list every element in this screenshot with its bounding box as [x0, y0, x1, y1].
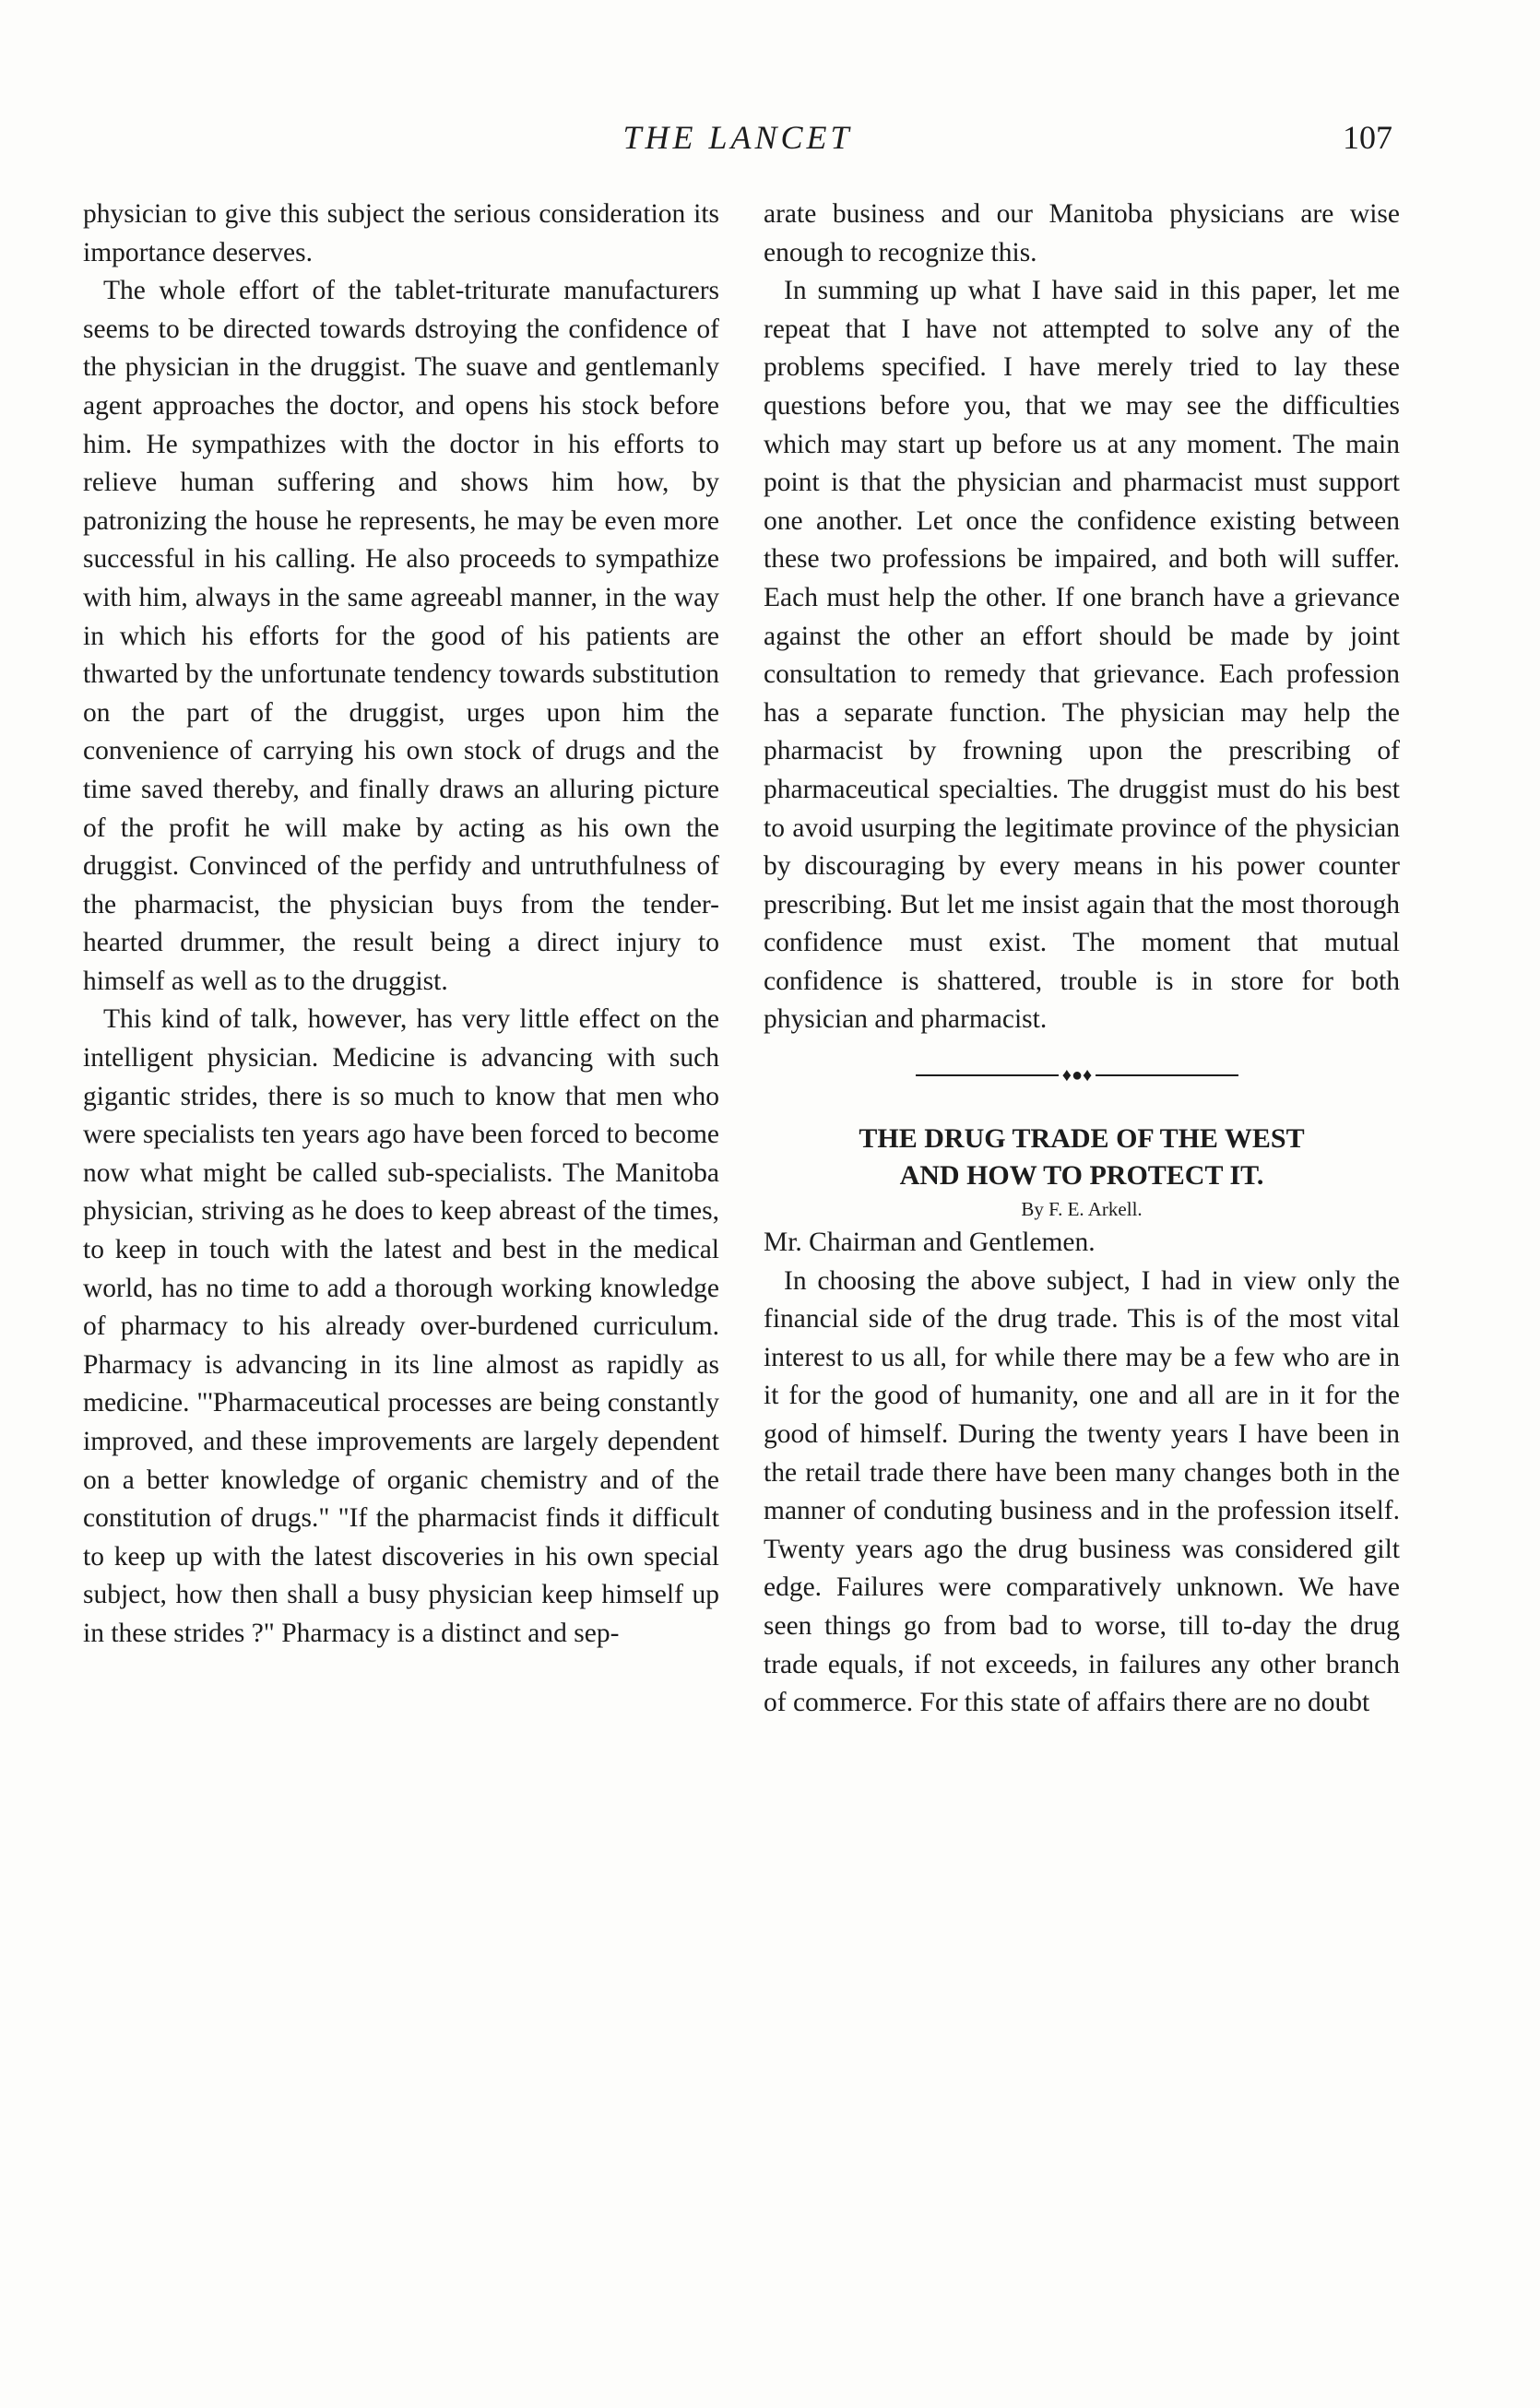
- left-column: [83, 196, 719, 1654]
- journal-title: THE LANCET: [622, 119, 853, 156]
- article-title-line-2: AND HOW TO PROTECT IT.: [899, 1160, 1264, 1192]
- paragraph: arate business and our Manitoba physicians are wise enough to recognize this.: [764, 199, 1400, 267]
- right-column: [764, 196, 1400, 1723]
- article-byline: By F. E. Arkell.: [1021, 1198, 1143, 1221]
- divider-ornament-icon: ♦●♦: [1059, 1067, 1096, 1084]
- paragraph: physician to give this subject the serious consideration its importance deserves.: [83, 199, 719, 267]
- article-salutation: Mr. Chairman and Gentlemen.: [764, 1228, 1096, 1258]
- page-number: 107: [1343, 119, 1392, 156]
- article-title: [764, 1121, 1400, 1194]
- running-head: [83, 118, 1392, 164]
- article-title-line-1: THE DRUG TRADE OF THE WEST: [859, 1123, 1305, 1155]
- paragraph: In summing up what I have said in this paper, let me repeat that I have not attempted to solve any of the problems specified. I have merely tried to lay these questions before you, that we may see the difficulties which may start up before us at any moment. The main point is that the physician and pharmacist must support one another. Let once the confidence existing between these two professions be impaired, and both will suffer. Each must help the other. If one branch have a grievance against the other an effort should be made by joint consultation to remedy that grievance. Each profession has a separate function. The physician may help the pharmacist by frowning upon the prescribing of pharmaceutical specialties. The druggist must do his best to avoid usurping the legitimate province of the physician by discouraging by every means in his power counter prescribing. But let me insist again that the most thorough confidence must exist. The moment that mutual confidence is shattered, trouble is in store for both physician and pharmacist.: [764, 276, 1400, 1035]
- article-body: In choosing the above subject, I had in view only the financial side of the drug trade. This is of the most vital interest to us all, for while there may be a few who are in it for the good of humanity, one and all are in it for the good of himself. During the twenty years I have been in the retail trade there have been many changes both in the manner of conduting business and in the profession itself. Twenty years ago the drug business was considered gilt edge. Failures were comparatively unknown. We have seen things go from bad to worse, till to-day the drug trade equals, if not exceeds, in failures any other branch of commerce. For this state of affairs there are no doubt: [764, 1265, 1400, 1718]
- paragraph: The whole effort of the tablet-triturate manufacturers seems to be directed towards dstroying the confidence of the physician in the druggist. The suave and gentlemanly agent approaches the doctor, and opens his stock before him. He sympathizes with the doctor in his efforts to relieve human suffering and shows him how, by patronizing the house he represents, he may be even more successful in his calling. He also proceeds to sympathize with him, always in the same agreeabl manner, in the way in which his efforts for the good of his patients are thwarted by the unfortunate tendency towards substitution on the part of the druggist, urges upon him the convenience of carrying his own stock of drugs and the time saved thereby, and finally draws an alluring picture of the profit he will make by acting as his own the druggist. Convinced of the perfidy and untruthfulness of the pharmacist, the physician buys from the tender-hearted drummer, the result being a direct injury to himself as well as to the druggist.: [83, 276, 719, 996]
- paragraph: This kind of talk, however, has very little effect on the intelligent physician. Medicine is advancing with such gigantic strides, there is so much to know that men who were specialists ten years ago have been forced to become now what might be called sub-specialists. The Manitoba physician, striving as he does to keep abreast of the times, to keep in touch with the latest and best in the medical world, has no time to add a thorough working knowledge of pharmacy to his already over-burdened curriculum. Pharmacy is advancing in its line almost as rapidly as medicine. "'Pharmaceutical processes are being constantly improved, and these improvements are largely dependent on a better knowledge of organic chemistry and of the constitution of drugs." "If the pharmacist finds it difficult to keep up with the latest discoveries in his own special subject, how then shall a busy physician keep himself up in these strides ?" Pharmacy is a distinct and sep-: [83, 1004, 719, 1648]
- section-divider: [764, 1062, 1400, 1089]
